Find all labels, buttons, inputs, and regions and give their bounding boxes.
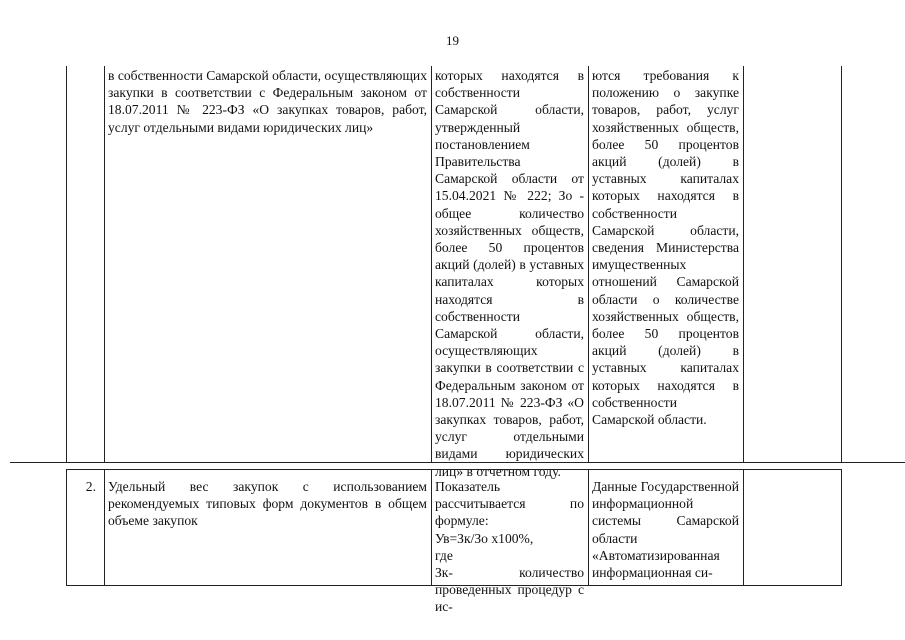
table-border: [841, 66, 842, 462]
cell-data-source: Данные Государственной информационной системы Самарской области «Автоматизированная информационная си-: [592, 479, 739, 581]
table-row-continued: [66, 66, 841, 479]
table-border: [841, 469, 842, 586]
cell-row-number: 2.: [85, 479, 96, 494]
method-line: Показатель рассчитывается по формуле:: [435, 479, 584, 529]
method-line: Зк- количество проведенных процедур с ис-: [435, 565, 584, 615]
cell-calculation-method: [431, 469, 588, 615]
method-line: где: [435, 547, 453, 563]
formula-line: Ув=Зк/Зо х100%,: [435, 530, 534, 546]
cell-data-source: ются требования к положению о закупке товаров, работ, услуг хозяйственных обществ, более 50 процентов акций (долей) в уставных капиталах которых находятся в собственности Самарской области, сведения Министерства имущественных отношений Самарской области о количестве хозяйственных обществ, более 50 процентов акций (долей) в уставных капиталах которых находятся в собственности Самарской области.: [592, 68, 739, 428]
cell-empty: [743, 469, 841, 586]
page-cut-line: [10, 462, 905, 463]
page-number: 19: [446, 33, 459, 48]
cell-number: [66, 66, 104, 462]
cell-calculation-method: которых находятся в собственности Самарской области, утвержденный постановлением Правительства Самарской области от 15.04.2021 № 222; Зо - общее количество хозяйственных обществ, более 50 процентов акций (долей) в уставных капиталах которых находятся в собственности Самарской области, осуществляющих закупки в соответствии с Федеральным законом от 18.07.2011 № 223-ФЗ «О закупках товаров, работ, услуг отдельными видами юридических лиц» в отчетном году.: [435, 68, 584, 479]
table-row-2: [66, 469, 841, 615]
cell-indicator-name: Удельный вес закупок с использованием рекомендуемых типовых форм документов в общем объеме закупок: [108, 479, 427, 529]
cell-indicator-name: в собственности Самарской области, осуществляющих закупки в соответствии с Федеральным законом от 18.07.2011 № 223-ФЗ «О закупках товаров, работ, услуг отдельными видами юридических лиц»: [108, 68, 427, 135]
cell-empty: [743, 66, 841, 462]
